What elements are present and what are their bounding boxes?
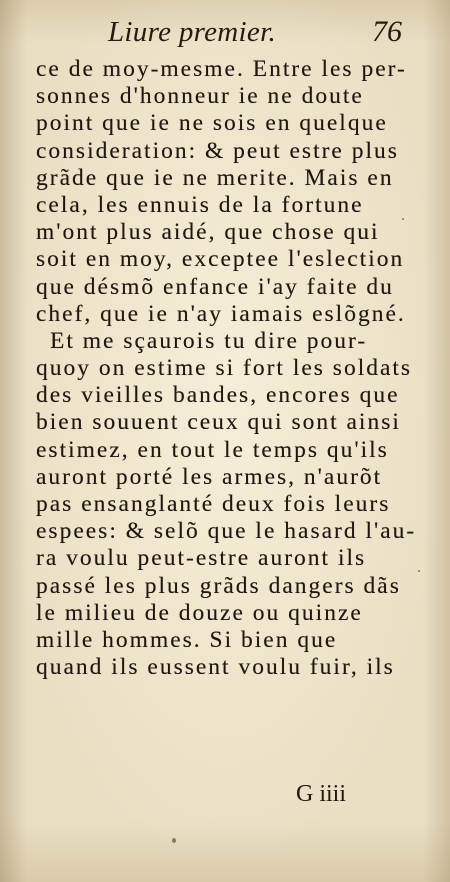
- text-line: des vieilles bandes, encores que: [36, 382, 400, 409]
- text-line: consideration: & peut estre plus: [36, 137, 399, 164]
- text-line: passé les plus grãds dangers dãs: [36, 572, 401, 599]
- paragraph-start-line: Et me sçaurois tu dire pour-: [50, 327, 368, 354]
- text-line: grãde que ie ne merite. Mais en: [36, 164, 394, 191]
- text-line: soit en moy, exceptee l'eslection: [36, 246, 405, 273]
- paper-speck: [402, 218, 404, 220]
- text-line: pas ensanglanté deux fois leurs: [36, 491, 391, 517]
- text-line: quoy on estime si fort les soldats: [36, 355, 413, 382]
- text-line: le milieu de douze ou quinze: [36, 599, 363, 626]
- page-header: [0, 14, 450, 54]
- text-line: ce de moy-mesme. Entre les per-: [36, 56, 407, 82]
- paper-speck: [172, 838, 176, 843]
- paper-speck: [418, 570, 420, 572]
- text-line: m'ont plus aidé, que chose qui: [36, 219, 380, 246]
- signature-mark: G iiii: [296, 781, 347, 807]
- text-line: mille hommes. Si bien que: [36, 626, 338, 653]
- text-line: auront porté les armes, n'aurõt: [36, 463, 383, 490]
- page-number: 76: [372, 15, 402, 48]
- running-head: Liure premier.: [108, 16, 276, 48]
- text-line: chef, que ie n'ay iamais eslõgné.: [36, 300, 406, 327]
- text-line: point que ie ne sois en quelque: [36, 110, 388, 137]
- text-line: quand ils eussent voulu fuir, ils: [36, 654, 395, 681]
- text-line: que désmõ enfance i'ay faite du: [36, 273, 394, 300]
- text-line: ra voulu peut-estre auront ils: [36, 545, 367, 572]
- text-line: espees: & selõ que le hasard l'au-: [36, 518, 417, 545]
- text-line: sonnes d'honneur ie ne doute: [36, 83, 364, 110]
- text-line: cela, les ennuis de la fortune: [36, 191, 364, 218]
- text-line: bien souuent ceux qui sont ainsi: [36, 409, 401, 436]
- body-text: [36, 56, 417, 681]
- text-line: estimez, en tout le temps qu'ils: [36, 436, 389, 463]
